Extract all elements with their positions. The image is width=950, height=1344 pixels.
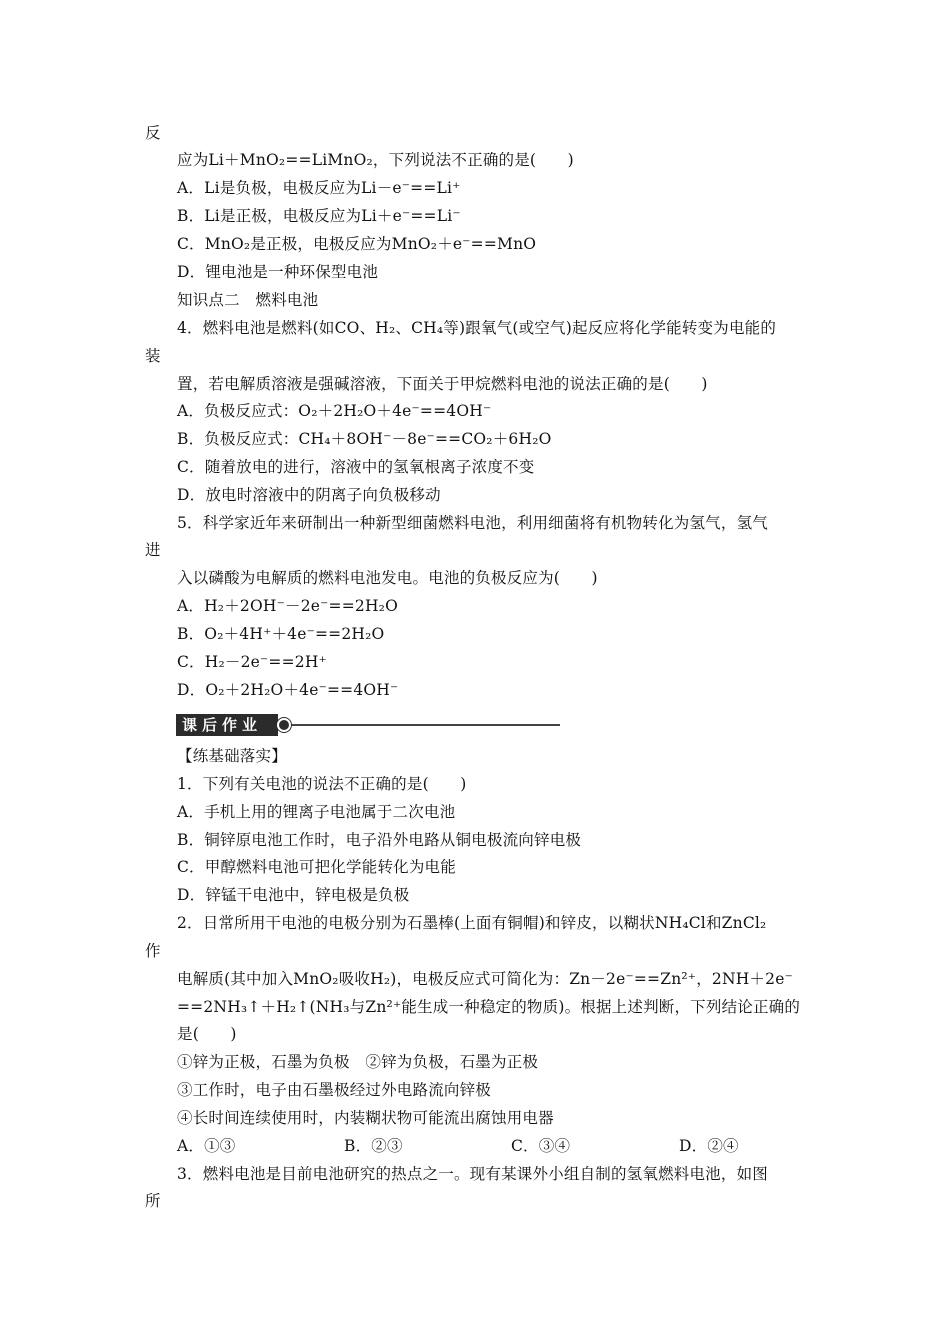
knowledge-point-heading: 知识点二 燃料电池 xyxy=(177,291,319,309)
section-heading-bar xyxy=(176,714,560,736)
statement-3: ③工作时，电子由石墨极经过外电路流向锌极 xyxy=(177,1081,492,1099)
option-d: D．锂电池是一种环保型电池 xyxy=(177,263,379,281)
option-b: B．铜锌原电池工作时，电子沿外电路从铜电极流向锌电极 xyxy=(177,831,582,849)
question-3-stem: 3．燃料电池是目前电池研究的热点之一。现有某课外小组自制的氢氧燃料电池，如图 xyxy=(177,1165,768,1183)
option-c: C．随着放电的进行，溶液中的氢氧根离子浓度不变 xyxy=(177,458,535,476)
text-line: 所 xyxy=(145,1192,161,1210)
option-a: A．①③ xyxy=(177,1137,236,1155)
option-a: A．手机上用的锂离子电池属于二次电池 xyxy=(177,803,456,821)
option-c: C．③④ xyxy=(511,1137,571,1155)
option-d: D．放电时溶液中的阴离子向负极移动 xyxy=(177,486,441,504)
text-line: 作 xyxy=(145,942,161,960)
option-d: D．O₂＋2H₂O＋4e⁻==4OH⁻ xyxy=(177,681,399,699)
option-b: B．Li是正极，电极反应为Li＋e⁻==Li⁻ xyxy=(177,207,461,225)
option-c: C．甲醇燃料电池可把化学能转化为电能 xyxy=(177,858,456,876)
option-c: C．H₂－2e⁻==2H⁺ xyxy=(177,653,327,671)
question-2-stem: 2．日常所用干电池的电极分别为石墨棒(上面有铜帽)和锌皮，以糊状NH₄Cl和ZnCl₂ xyxy=(177,914,767,932)
question-3-stem: 应为Li＋MnO₂==LiMnO₂，下列说法不正确的是( ) xyxy=(177,151,574,169)
option-a: A．负极反应式：O₂＋2H₂O＋4e⁻==4OH⁻ xyxy=(177,402,492,420)
question-4-stem-cont: 置，若电解质溶液是强碱溶液，下面关于甲烷燃料电池的说法正确的是( ) xyxy=(177,375,708,393)
option-b: B．②③ xyxy=(344,1137,403,1155)
heading-rule xyxy=(292,724,560,726)
option-b: B．O₂＋4H⁺＋4e⁻==2H₂O xyxy=(177,625,385,643)
option-d: D．②④ xyxy=(679,1137,739,1155)
question-2-stem-cont: 是( ) xyxy=(177,1025,237,1043)
question-2-stem-cont: 电解质(其中加入MnO₂吸收H₂)，电极反应式可简化为：Zn－2e⁻==Zn²⁺，2NH＋2e⁻ xyxy=(177,970,793,988)
option-d: D．锌锰干电池中，锌电极是负极 xyxy=(177,886,410,904)
option-a: A．H₂＋2OH⁻－2e⁻==2H₂O xyxy=(177,597,398,615)
text-line: 反 xyxy=(145,124,161,142)
text-line: 进 xyxy=(145,541,161,559)
statement-4: ④长时间连续使用时，内装糊状物可能流出腐蚀用电器 xyxy=(177,1109,554,1127)
option-a: A．Li是负极，电极反应为Li－e⁻==Li⁺ xyxy=(177,179,461,197)
question-5-stem-cont: 入以磷酸为电解质的燃料电池发电。电池的负极反应为( ) xyxy=(177,569,598,587)
option-c: C．MnO₂是正极，电极反应为MnO₂＋e⁻==MnO xyxy=(177,235,537,253)
subsection-heading: 【练基础落实】 xyxy=(177,747,287,765)
section-heading: 课后作业 xyxy=(176,714,278,736)
statement-1-2: ①锌为正极，石墨为负极 ②锌为负极，石墨为正极 xyxy=(177,1053,539,1071)
heading-dot-icon xyxy=(277,718,291,732)
option-b: B．负极反应式：CH₄＋8OH⁻－8e⁻==CO₂＋6H₂O xyxy=(177,430,552,448)
question-2-stem-cont: ==2NH₃↑＋H₂↑(NH₃与Zn²⁺能生成一种稳定的物质)。根据上述判断，下列结论正确的 xyxy=(177,998,801,1016)
text-line: 装 xyxy=(145,347,161,365)
question-1-stem: 1．下列有关电池的说法不正确的是( ) xyxy=(177,775,467,793)
question-4-stem: 4．燃料电池是燃料(如CO、H₂、CH₄等)跟氧气(或空气)起反应将化学能转变为电能的 xyxy=(177,319,777,337)
question-5-stem: 5．科学家近年来研制出一种新型细菌燃料电池，利用细菌将有机物转化为氢气，氢气 xyxy=(177,514,768,532)
